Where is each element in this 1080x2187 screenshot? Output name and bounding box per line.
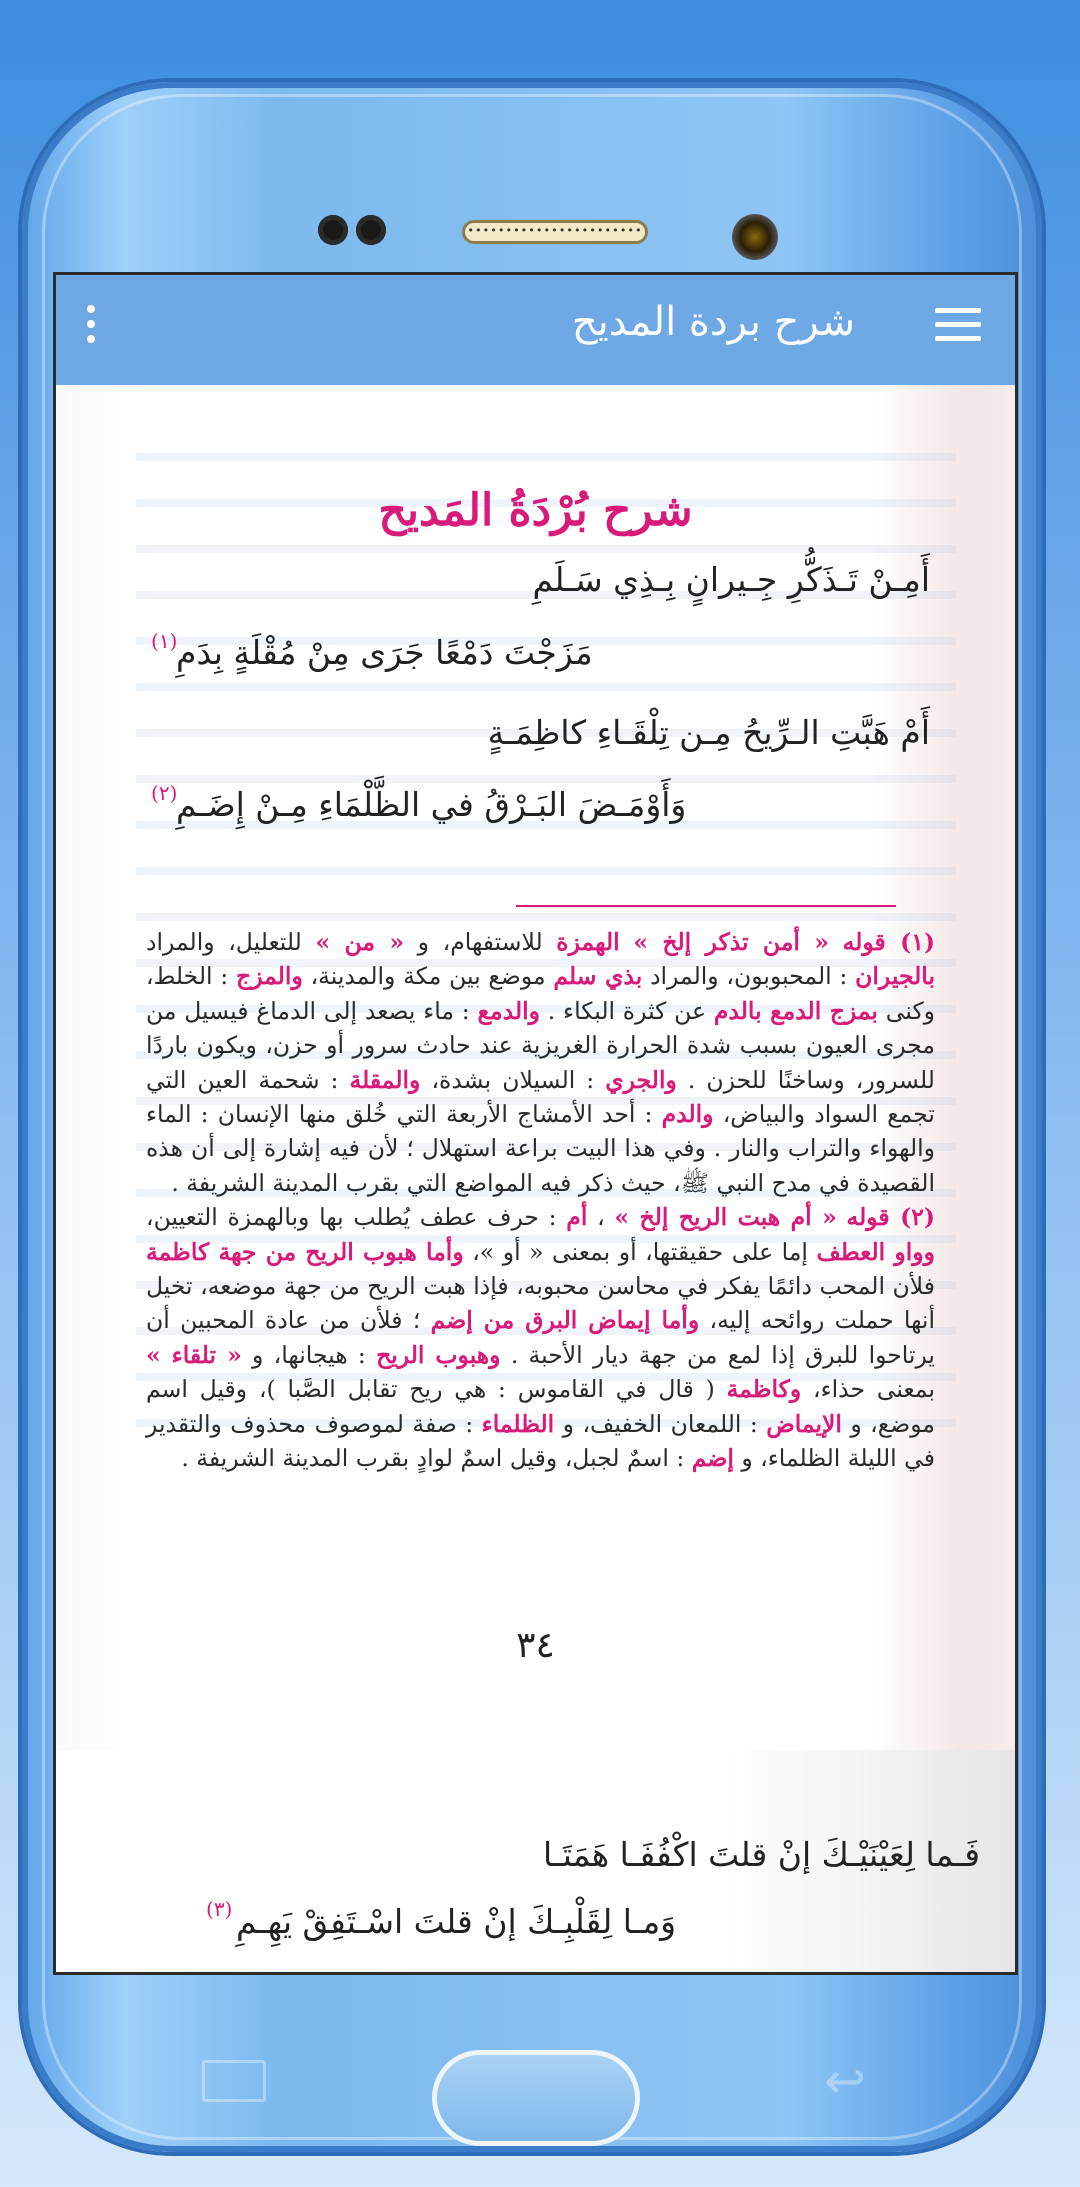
note-text: فلأن المحب دائمًا يفكر في محاسن محبوبه، فإذا هبت الريح من جهة موضعه، تخيل أنها حملت روائحه إليه،	[146, 1272, 935, 1335]
note-keyword: إضم	[691, 1444, 734, 1473]
note-keyword: وكاظمة	[726, 1375, 802, 1404]
footnotes	[146, 925, 935, 1476]
note-keyword: وواو العطف	[816, 1237, 935, 1266]
verse-line-2: مَزَجْتَ دَمْعًا جَرَى مِنْ مُقْلَةٍ بِدَمِ	[176, 633, 593, 672]
verse-line-1: أَمِـنْ تَـذَكُّرِ جِـيرانٍ بِـذِي سَـلَمِ	[532, 560, 930, 599]
note-text: ( قال في القاموس : هي ريح تقابل الصَّبا )، وقيل اسم موضع، و	[146, 1375, 935, 1438]
note-text: : صفة لموصوف محذوف والتقدير في الليلة الظلماء، و	[146, 1409, 935, 1473]
note-text: إما على حقيقتها، أو بمعنى « أو »،	[472, 1237, 808, 1266]
note-keyword: أم	[566, 1203, 588, 1232]
note-keyword: بذي سلم	[553, 962, 643, 991]
note-text: موضع بين مكة والمدينة،	[310, 962, 546, 991]
footnote-divider	[516, 905, 896, 907]
next-verse-line-1: فَـما لِعَيْنَيْـكَ إنْ قلتَ اكْفُفَـا هَمَتَـا	[542, 1835, 980, 1874]
footnote-2	[146, 1200, 935, 1475]
note-number: (١) قوله	[842, 928, 935, 956]
note-keyword: والمزج	[236, 962, 303, 991]
next-page-edge	[985, 1750, 1005, 1975]
earpiece-speaker: •••••••••••••••••••••••	[462, 220, 648, 244]
note-text: : أحد الأمشاج الأربعة التي خُلق منها الإنسان : الماء والهواء والتراب والنار . وفي هذا البيت براعة استهلال ؛ لأن فيه إشارة إلى أن هذه القصيدة في مدح النبي ﷺ، حيث ذكر فيه المواضع التي بقرب المدينة الشريفة .	[146, 1100, 935, 1197]
note-keyword: وهبوب الريح	[376, 1340, 501, 1369]
app-toolbar	[56, 275, 1015, 385]
recent-apps-icon[interactable]	[202, 2060, 266, 2102]
next-verse-line-2: وَمـا لِقَلْبِـكَ إنْ قلتَ اسْـتَفِقْ يَهِـمِ	[236, 1902, 677, 1941]
note-text: للتعليل، والمراد	[146, 928, 302, 956]
note-keyword: والجري	[605, 1065, 677, 1094]
note-keyword: وأما هبوب الريح من جهة كاظمة	[146, 1237, 464, 1266]
verse-line-4: وَأَوْمَـضَ البَـرْقُ في الظَّلْمَاءِ مِـنْ إِضَـمِ	[176, 785, 687, 824]
note-text: : السيلان بشدة،	[431, 1065, 595, 1094]
note-text: : اللمعان الخفيف، و	[562, 1409, 758, 1438]
note-keyword: « من »	[315, 928, 405, 956]
book-page[interactable]	[56, 385, 1015, 1975]
note-text: : حرف عطف يُطلب بها وبالهمزة التعيين،	[146, 1203, 557, 1232]
more-vert-icon[interactable]	[84, 305, 98, 351]
note-text: : اسمٌ لجبل، وقيل اسمٌ لوادٍ بقرب المدينة الشريفة .	[181, 1444, 685, 1473]
footnote-marker-3: (٣)	[206, 1897, 233, 1921]
back-icon[interactable]: ↩	[824, 2052, 866, 2110]
home-button-icon[interactable]	[432, 2050, 640, 2146]
footnote-1	[146, 925, 935, 1200]
page-number: ٣٤	[516, 1625, 555, 1666]
hamburger-menu-icon[interactable]	[935, 308, 981, 344]
note-text: للاستفهام، و	[417, 928, 543, 956]
note-keyword: وأما إيماض البرق من إضم	[430, 1306, 700, 1335]
note-keyword: والدمع	[477, 996, 540, 1025]
note-text: بمعنى حذاء،	[813, 1375, 935, 1404]
note-keyword: الظلماء	[481, 1409, 555, 1438]
note-keyword: والمقلة	[349, 1065, 421, 1094]
proximity-sensor-icon	[318, 215, 348, 245]
note-keyword: والدم	[661, 1100, 714, 1129]
light-sensor-icon	[356, 215, 386, 245]
note-keyword: « أمن تذكر إلخ »	[633, 928, 829, 956]
note-text: : الخلط، وكنى	[146, 962, 935, 1025]
note-keyword: « تلقاء »	[146, 1340, 242, 1369]
verse-line-3: أَمْ هَبَّتِ الـرِّيحُ مِـن تِلْقَـاءِ كاظِمَـةٍ	[487, 713, 930, 752]
note-text: : شحمة العين التي تجمع السواد والبياض،	[146, 1065, 935, 1129]
footnote-marker-1: (١)	[151, 629, 178, 653]
note-number: (٢) قوله	[846, 1203, 935, 1232]
note-keyword: بمزج الدمع بالدم	[713, 996, 878, 1025]
note-text: عن كثرة البكاء .	[547, 996, 707, 1025]
front-camera-icon	[732, 214, 778, 260]
note-keyword: الهمزة	[556, 928, 620, 956]
note-keyword: الإيماض	[766, 1409, 842, 1438]
note-keyword: بالجيران	[855, 962, 935, 991]
note-text: ،	[597, 1203, 605, 1232]
app-screen	[53, 272, 1018, 1975]
toolbar-title: شرح بردة المديح	[571, 299, 855, 345]
note-keyword: « أم هبت الريح إلخ »	[614, 1203, 837, 1232]
note-text: ؛ فلأن من عادة المحبين أن يرتاحوا للبرق إذا لمع من جهة ديار الأحبة .	[146, 1306, 935, 1369]
footnote-marker-2: (٢)	[151, 781, 178, 805]
note-text: : هيجانها، و	[252, 1340, 366, 1369]
note-text: : المحبوبون، والمراد	[650, 962, 848, 991]
book-title: شرح بُرْدَةُ المَديح	[378, 485, 693, 536]
note-text: : ماء يصعد إلى الدماغ فيسيل من مجرى العيون بسبب شدة الحرارة الغريزية عند حادث سرور أو حزن، ويكون باردًا للسرور، وساخنًا للحزن .	[146, 996, 935, 1094]
